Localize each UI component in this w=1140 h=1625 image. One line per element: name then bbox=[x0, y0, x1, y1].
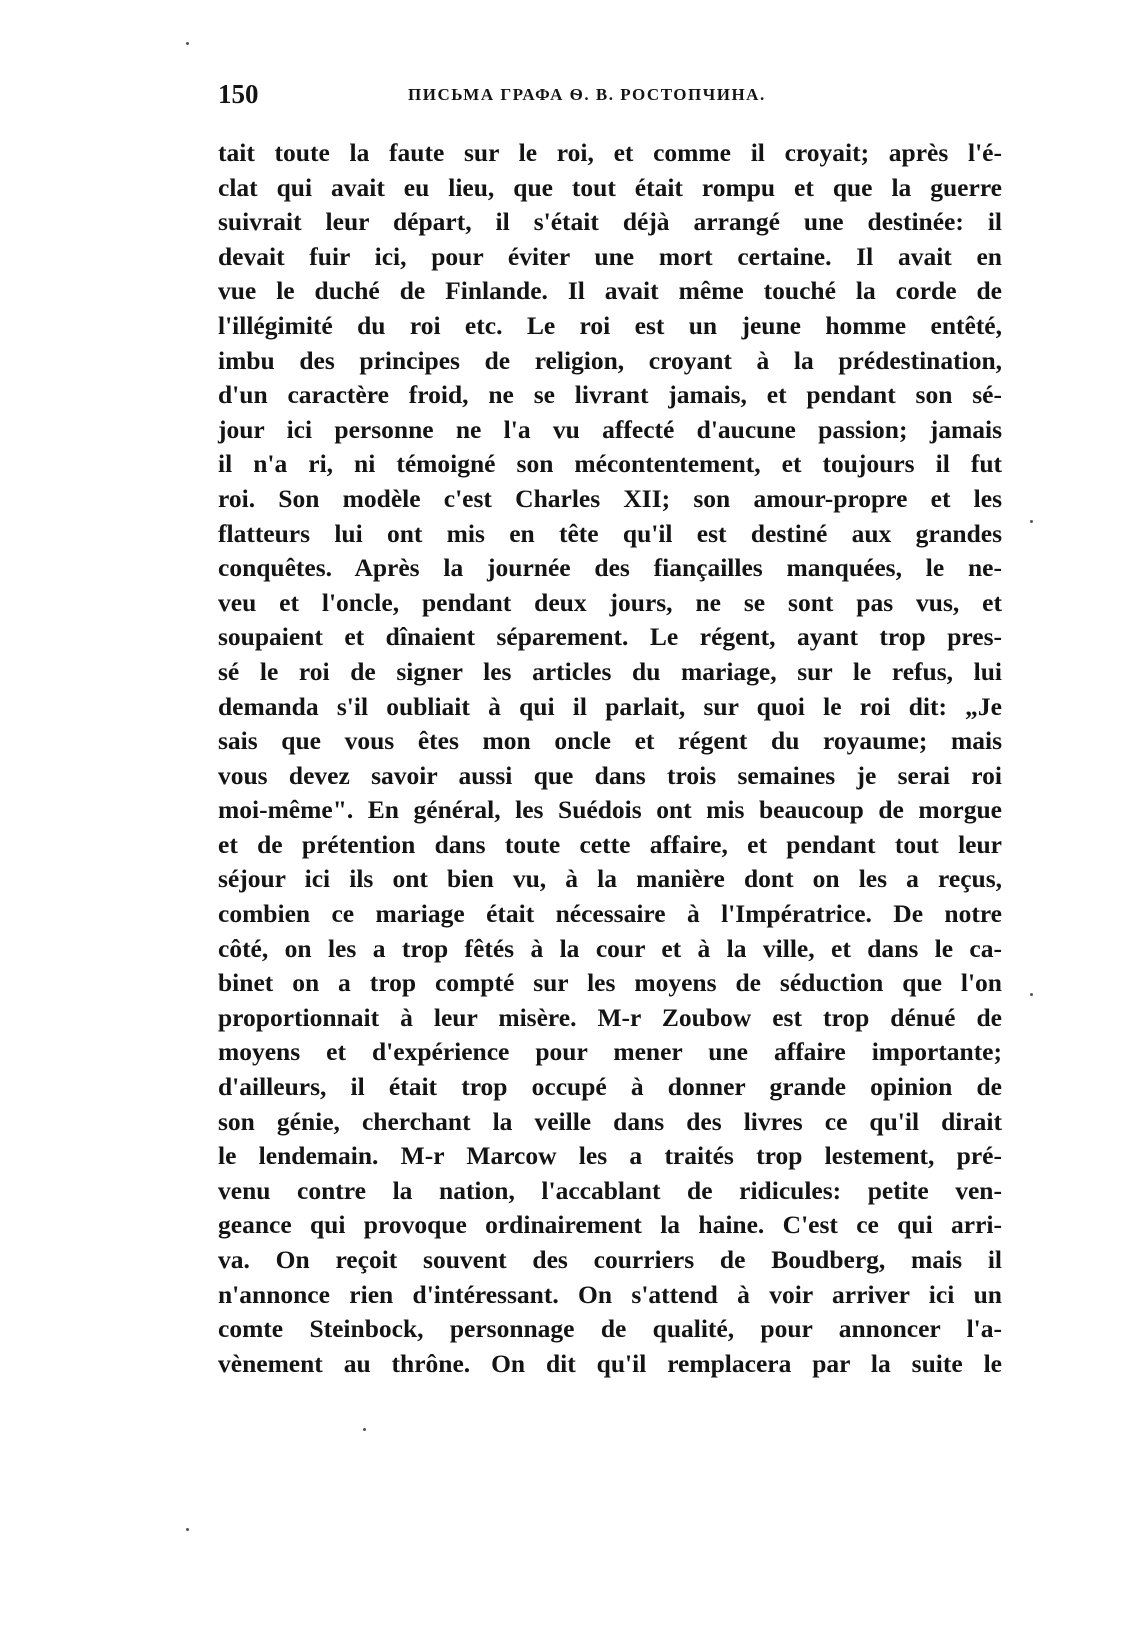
text-line: séjour ici ils ont bien vu, à la manière dont on les a reçus, bbox=[218, 864, 1002, 894]
text-line: soupaient et dînaient séparement. Le régent, ayant trop pres- bbox=[218, 622, 1002, 652]
text-line: il n'a ri, ni témoigné son mécontentement, et toujours il fut bbox=[218, 449, 1002, 479]
running-head bbox=[218, 78, 1002, 110]
text-line: geance qui provoque ordinairement la haine. C'est ce qui arri- bbox=[218, 1210, 1002, 1240]
text-line: d'un caractère froid, ne se livrant jamais, et pendant son sé- bbox=[218, 380, 1002, 410]
text-line: et de prétention dans toute cette affaire, et pendant tout leur bbox=[218, 829, 1002, 859]
text-line: conquêtes. Après la journée des fiançailles manquées, le ne- bbox=[218, 553, 1002, 583]
body-text bbox=[218, 136, 1002, 1381]
page-number: 150 bbox=[218, 79, 259, 109]
text-line: clat qui avait eu lieu, que tout était rompu et que la guerre bbox=[218, 172, 1002, 202]
text-line: proportionnait à leur misère. M-r Zoubow est trop dénué de bbox=[218, 1002, 1002, 1032]
text-line: d'ailleurs, il était trop occupé à donner grande opinion de bbox=[218, 1072, 1002, 1102]
text-line: combien ce mariage était nécessaire à l'Impératrice. De notre bbox=[218, 899, 1002, 929]
text-line: son génie, cherchant la veille dans des livres ce qu'il dirait bbox=[218, 1106, 1002, 1136]
text-line: l'illégimité du roi etc. Le roi est un jeune homme entêté, bbox=[218, 310, 1002, 340]
text-line: venu contre la nation, l'accablant de ridicules: petite ven- bbox=[218, 1175, 1002, 1205]
text-line: n'annonce rien d'intéressant. On s'attend à voir arriver ici un bbox=[218, 1279, 1002, 1309]
text-line: jour ici personne ne l'a vu affecté d'aucune passion; jamais bbox=[218, 414, 1002, 444]
text-line: côté, on les a trop fêtés à la cour et à la ville, et dans le ca- bbox=[218, 933, 1002, 963]
text-line: demanda s'il oubliait à qui il parlait, sur quoi le roi dit: „Je bbox=[218, 691, 1002, 721]
scan-speck bbox=[186, 1528, 189, 1531]
scan-speck bbox=[1030, 993, 1033, 996]
text-line: moi-même". En général, les Suédois ont mis beaucoup de morgue bbox=[218, 795, 1002, 825]
text-line: comte Steinbock, personnage de qualité, pour annoncer l'a- bbox=[218, 1314, 1002, 1344]
text-line: moyens et d'expérience pour mener une affaire importante; bbox=[218, 1037, 1002, 1067]
text-line: le lendemain. M-r Marcow les a traités trop lestement, pré- bbox=[218, 1141, 1002, 1171]
text-line: va. On reçoit souvent des courriers de Boudberg, mais il bbox=[218, 1245, 1002, 1274]
running-title: ПИСЬМА ГРАФА Ѳ. В. РОСТОПЧИНА. bbox=[408, 85, 766, 104]
scan-speck bbox=[186, 42, 189, 45]
text-line: vue le duché de Finlande. Il avait même touché la corde de bbox=[218, 276, 1002, 306]
text-line: roi. Son modèle c'est Charles XII; son amour-propre et les bbox=[218, 483, 1002, 513]
text-line: binet on a trop compté sur les moyens de séduction que l'on bbox=[218, 968, 1002, 998]
text-line: suivrait leur départ, il s'était déjà arrangé une destinée: il bbox=[218, 207, 1002, 237]
text-line: sais que vous êtes mon oncle et régent du royaume; mais bbox=[218, 726, 1002, 756]
text-line: tait toute la faute sur le roi, et comme il croyait; après l'é- bbox=[218, 138, 1002, 167]
scan-speck bbox=[363, 1428, 366, 1431]
text-line: flatteurs lui ont mis en tête qu'il est destiné aux grandes bbox=[218, 518, 1002, 548]
text-line: vous devez savoir aussi que dans trois semaines je serai roi bbox=[218, 760, 1002, 790]
text-line: imbu des principes de religion, croyant à la prédestination, bbox=[218, 345, 1002, 375]
scan-speck bbox=[1030, 520, 1033, 523]
text-line: vènement au thrône. On dit qu'il remplacera par la suite le bbox=[218, 1348, 1002, 1378]
text-line: veu et l'oncle, pendant deux jours, ne se sont pas vus, et bbox=[218, 587, 1002, 617]
text-line: sé le roi de signer les articles du mariage, sur le refus, lui bbox=[218, 656, 1002, 686]
text-line: devait fuir ici, pour éviter une mort certaine. Il avait en bbox=[218, 241, 1002, 271]
